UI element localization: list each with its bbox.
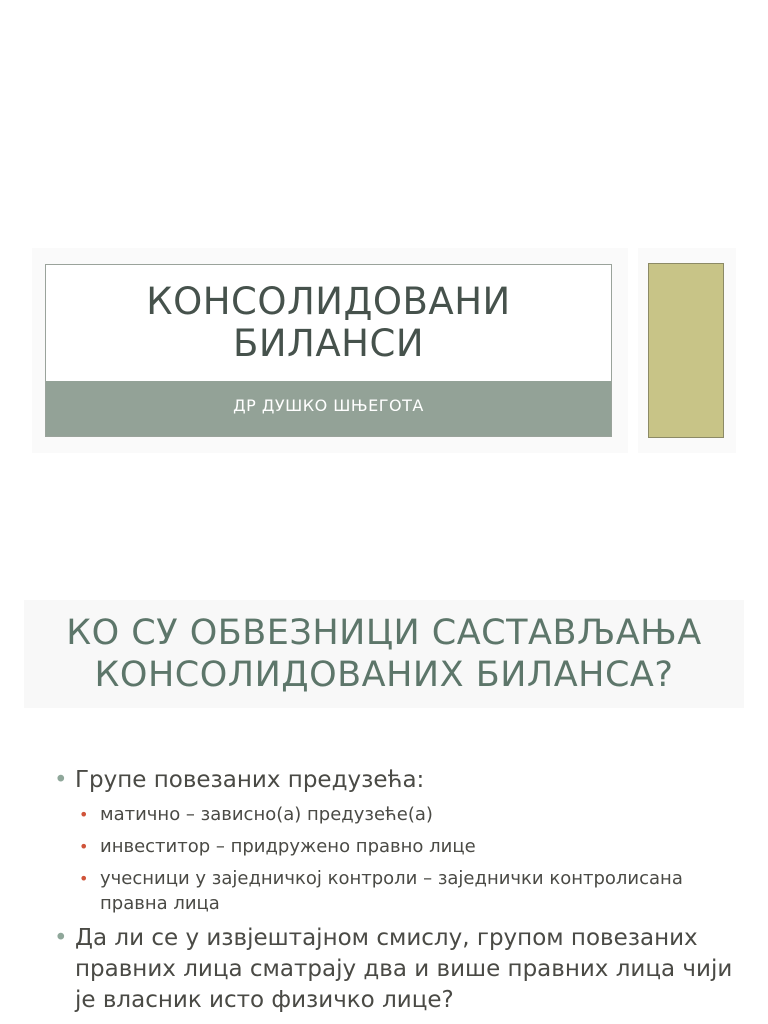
author-subtitle: ДР ДУШКО ШЊЕГОТА — [46, 381, 611, 436]
title-box — [45, 264, 612, 437]
bullet-item — [54, 923, 744, 1016]
bullet-text: Да ли се у извјештајном смислу, групом повезаних правних лица сматрају два и више правних лица чији је власник исто физичко лице? — [75, 925, 733, 1013]
bullet-item — [54, 765, 744, 796]
bullet-list — [54, 765, 744, 1022]
sub-bullet-dot-icon: • — [79, 837, 89, 856]
slide-title — [46, 281, 611, 365]
sub-bullet-item — [79, 866, 744, 916]
sub-bullet-dot-icon: • — [79, 805, 89, 824]
accent-block — [648, 263, 724, 438]
sub-bullet-item — [79, 834, 744, 859]
slide-title-line1: КОНСОЛИДОВАНИ — [146, 280, 511, 323]
sub-bullet-item — [79, 802, 744, 827]
bullet-dot-icon: • — [54, 767, 68, 793]
slide-title-line2: БИЛАНСИ — [232, 322, 425, 365]
slide2-heading-line1: КО СУ ОБВЕЗНИЦИ САСТАВЉАЊА — [66, 613, 702, 653]
sub-bullet-text: учесници у заједничкој контроли – заједнички контролисана правна лица — [100, 868, 683, 914]
slide2-heading-line2: КОНСОЛИДОВАНИХ БИЛАНСА? — [94, 655, 674, 695]
sub-bullet-text: инвеститор – придружено правно лице — [100, 836, 476, 857]
bullet-text: Групе повезаних предузећа: — [75, 767, 425, 793]
slide2-heading — [24, 612, 744, 696]
bullet-dot-icon: • — [54, 925, 68, 951]
sub-bullet-dot-icon: • — [79, 869, 89, 888]
sub-bullet-text: матично – зависно(а) предузеће(а) — [100, 804, 433, 825]
